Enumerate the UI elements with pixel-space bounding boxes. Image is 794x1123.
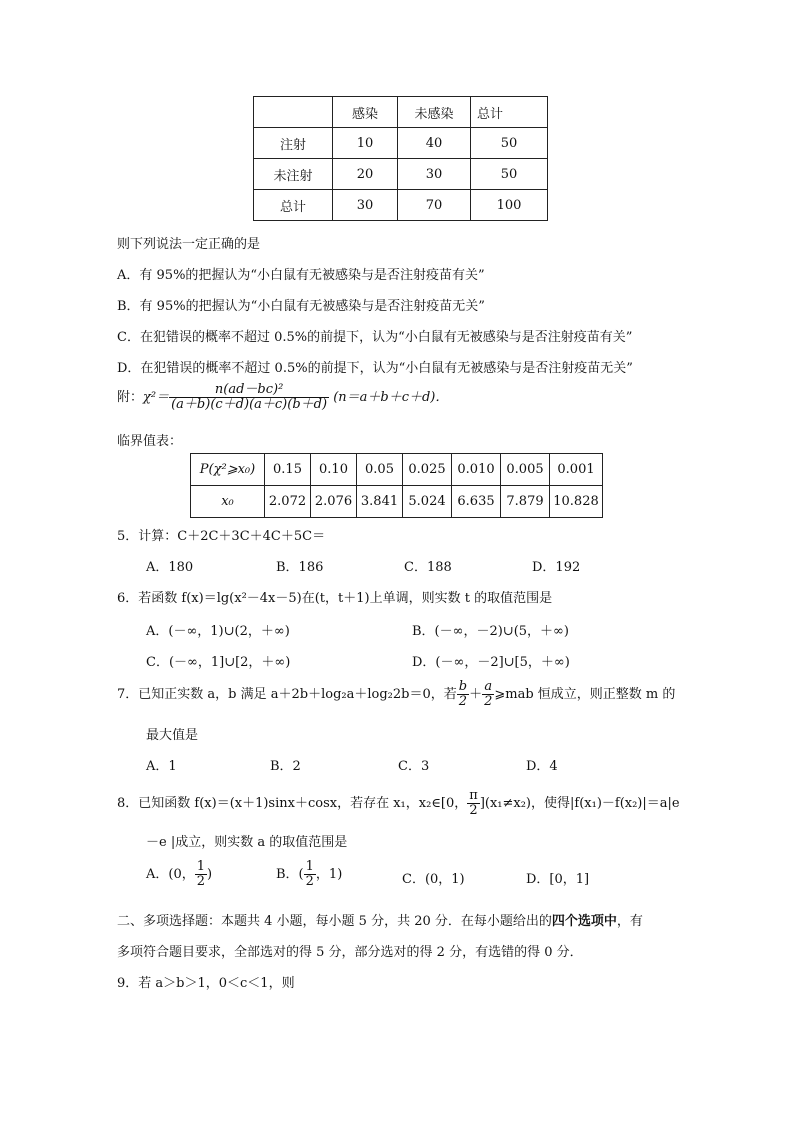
- section2-intro-line1: [117, 910, 643, 929]
- q4-stem: 则下列说法一定正确的是: [117, 237, 261, 252]
- q7-stem-cont: 最大值是: [146, 728, 199, 743]
- q7-fraction-a-over-2: [482, 680, 494, 709]
- table-cell: 0.05: [357, 454, 403, 486]
- q5-option-d: D．192: [532, 560, 581, 575]
- q5-option-c: C．188: [404, 560, 452, 575]
- q8-stem-part2: ](x₁≠x₂)，使得|f(x₁)－f(x₂)|＝a|e: [479, 796, 680, 811]
- formula-suffix: (n＝a＋b＋c＋d)．: [333, 390, 449, 405]
- table-cell: 20: [333, 159, 398, 190]
- option-fraction: [304, 860, 316, 889]
- q7-option-a: A．1: [146, 759, 177, 774]
- table-cell: 7.879: [501, 486, 550, 518]
- section2-text: 二、多项选择题：本题共 4 小题，每小题 5 分，共 20 分．在每小题给出的: [117, 914, 552, 929]
- option-suffix: ，1): [315, 867, 343, 882]
- table-row-label: P(χ²⩾x₀): [191, 454, 265, 486]
- table-cell: 10: [333, 128, 398, 159]
- q4-option-b: B．有 95%的把握认为“小白鼠有无被感染与是否注射疫苗无关”: [117, 299, 485, 314]
- q7-plus: ＋: [469, 687, 483, 702]
- q8-option-b: [276, 860, 342, 890]
- q7-option-d: D．4: [526, 759, 558, 774]
- table-header-cell: 感染: [333, 97, 398, 128]
- chi-square-formula: [117, 383, 448, 413]
- table-cell: 0.010: [452, 454, 501, 486]
- table-cell: 100: [471, 190, 548, 221]
- fraction-denominator: 2: [457, 694, 469, 709]
- fraction-numerator: 1: [305, 859, 314, 874]
- q6-option-a: A．(－∞，1)∪(2，＋∞): [146, 624, 290, 639]
- formula-denominator: (a＋b)(c＋d)(a＋c)(b＋d): [171, 397, 328, 412]
- option-label: A．(0，: [146, 867, 195, 882]
- q7-stem-part1: 7．已知正实数 a，b 满足 a＋2b＋log₂a＋log₂2b＝0，若: [117, 687, 457, 702]
- q5-option-a: A．180: [146, 560, 194, 575]
- table-cell: 50: [471, 159, 548, 190]
- chi-symbol: χ²＝: [143, 390, 170, 405]
- q8-fraction-pi-over-2: [467, 789, 480, 818]
- fraction-denominator: 2: [196, 874, 206, 889]
- table-cell: 未注射: [254, 159, 333, 190]
- table-cell: 30: [333, 190, 398, 221]
- table-row: [254, 159, 548, 190]
- critical-table-label: 临界值表：: [117, 434, 183, 449]
- q8-option-c: C．(0，1): [402, 872, 465, 887]
- table-row: [254, 128, 548, 159]
- table-cell: 50: [471, 128, 548, 159]
- q7-stem: [117, 680, 675, 710]
- table-cell: 0.10: [311, 454, 357, 486]
- table-cell: 70: [398, 190, 471, 221]
- option-label: B．(: [276, 867, 304, 882]
- table-cell: 2.072: [265, 486, 311, 518]
- q5-option-b: B．186: [276, 560, 324, 575]
- fraction-numerator: b: [458, 679, 468, 694]
- table-cell: 3.841: [357, 486, 403, 518]
- fraction-denominator: 2: [484, 694, 493, 709]
- fraction-numerator: 1: [196, 859, 206, 874]
- table-cell: 注射: [254, 128, 333, 159]
- q6-option-b: B．(－∞，－2)∪(5，＋∞): [412, 624, 569, 639]
- option-fraction: [195, 860, 207, 889]
- table-cell: 6.635: [452, 486, 501, 518]
- fraction-denominator: 2: [467, 803, 480, 818]
- q6-stem: 6．若函数 f(x)＝lg(x²－4x－5)在(t，t＋1)上单调，则实数 t 的取值范围是: [117, 591, 553, 606]
- q7-option-b: B．2: [270, 759, 301, 774]
- q8-stem-part1: 8．已知函数 f(x)＝(x＋1)sinx＋cosx，若存在 x₁，x₂∈[0，: [117, 796, 468, 811]
- q9-stem: 9．若 a＞b＞1，0＜c＜1，则: [117, 976, 295, 991]
- table-cell: [254, 97, 333, 128]
- q6-option-d: D．(－∞，－2]∪[5，＋∞): [412, 655, 570, 670]
- table-cell: 40: [398, 128, 471, 159]
- table-cell: 5.024: [403, 486, 452, 518]
- table-cell: 30: [398, 159, 471, 190]
- q6-option-c: C．(－∞，1]∪[2，＋∞): [146, 655, 291, 670]
- q7-fraction-b-over-2: [457, 680, 469, 709]
- table-header-cell: 未感染: [398, 97, 471, 128]
- fraction-numerator: π: [469, 788, 478, 803]
- section2-intro-line2: 多项符合题目要求，全部选对的得 5 分，部分选对的得 2 分，有选错的得 0 分．: [117, 945, 583, 960]
- formula-fraction: [169, 383, 329, 412]
- table-cell: 总计: [254, 190, 333, 221]
- table-cell: 0.001: [550, 454, 603, 486]
- q8-stem: [117, 789, 680, 819]
- section2-emphasis: 四个选项中: [551, 914, 617, 929]
- fraction-numerator: a: [484, 679, 493, 694]
- table-cell: 2.076: [311, 486, 357, 518]
- q8-option-d: D．[0，1]: [526, 872, 590, 887]
- q4-option-a: A．有 95%的把握认为“小白鼠有无被感染与是否注射疫苗有关”: [117, 268, 485, 283]
- table-row: [191, 454, 603, 486]
- table-cell: 0.15: [265, 454, 311, 486]
- option-suffix: ): [207, 867, 213, 882]
- contingency-table: [253, 96, 548, 221]
- table-cell: 10.828: [550, 486, 603, 518]
- table-header-row: [254, 97, 548, 128]
- q4-option-d: D．在犯错误的概率不超过 0.5%的前提下，认为“小白鼠有无被感染与是否注射疫苗无关”: [117, 361, 633, 376]
- table-cell: 0.005: [501, 454, 550, 486]
- critical-values-table: [190, 453, 603, 518]
- q8-option-a: [146, 860, 212, 890]
- q7-option-c: C．3: [398, 759, 430, 774]
- table-row: [254, 190, 548, 221]
- table-cell: 0.025: [403, 454, 452, 486]
- fraction-denominator: 2: [305, 874, 314, 889]
- q7-stem-part2: ⩾mab 恒成立，则正整数 m 的: [494, 687, 676, 702]
- formula-numerator: n(ad－bc)²: [214, 382, 284, 397]
- table-header-cell: 总计: [471, 97, 548, 128]
- section2-text: ，有: [616, 914, 643, 929]
- formula-prefix: 附：: [117, 390, 144, 405]
- q8-stem-cont: －e |成立，则实数 a 的取值范围是: [146, 835, 348, 850]
- q5-stem: 5．计算：C＋2C＋3C＋4C＋5C＝: [117, 529, 326, 544]
- table-row: [191, 486, 603, 518]
- table-row-label: x₀: [191, 486, 265, 518]
- q4-option-c: C．在犯错误的概率不超过 0.5%的前提下，认为“小白鼠有无被感染与是否注射疫苗有关”: [117, 330, 633, 345]
